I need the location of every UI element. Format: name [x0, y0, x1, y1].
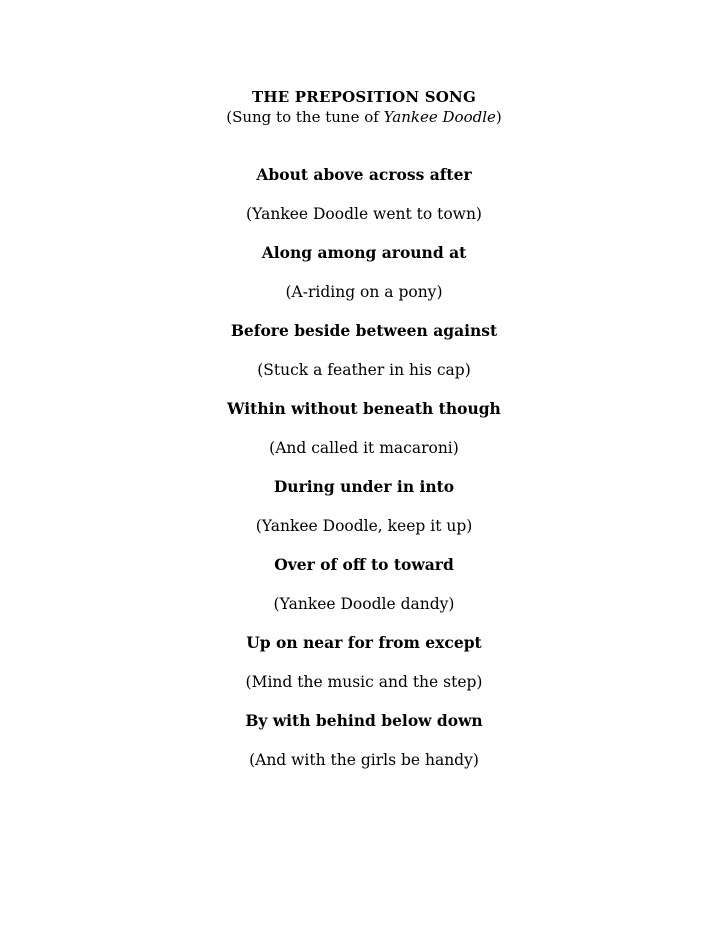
- song-title: THE PREPOSITION SONG: [252, 88, 476, 106]
- preposition-line: Over of off to toward: [274, 555, 454, 574]
- preposition-line: During under in into: [273, 477, 455, 496]
- subtitle-suffix: ): [495, 108, 502, 126]
- preposition-line: About above across after: [256, 165, 472, 184]
- preposition-line: Up on near for from except: [246, 633, 482, 652]
- preposition-line: By with behind below down: [245, 711, 483, 730]
- lyric-line: (And with the girls be handy): [249, 751, 479, 769]
- preposition-line: Along among around at: [261, 243, 467, 262]
- lyric-line: (And called it macaroni): [269, 439, 459, 457]
- lyric-line: (Stuck a feather in his cap): [257, 361, 471, 379]
- lyric-line: (Mind the music and the step): [245, 673, 483, 691]
- lyric-line: (Yankee Doodle went to town): [246, 205, 482, 223]
- subtitle-prefix: (Sung to the tune of: [226, 108, 384, 126]
- lyric-line: (Yankee Doodle dandy): [273, 595, 455, 613]
- song-subtitle: [0, 107, 728, 127]
- subtitle-tune-name: Yankee Doodle: [383, 108, 496, 126]
- preposition-line: Before beside between against: [230, 321, 498, 340]
- lyrics: [0, 165, 728, 789]
- lyric-line: (A-riding on a pony): [285, 283, 443, 301]
- preposition-line: Within without beneath though: [227, 399, 501, 418]
- lyric-line: (Yankee Doodle, keep it up): [255, 517, 473, 535]
